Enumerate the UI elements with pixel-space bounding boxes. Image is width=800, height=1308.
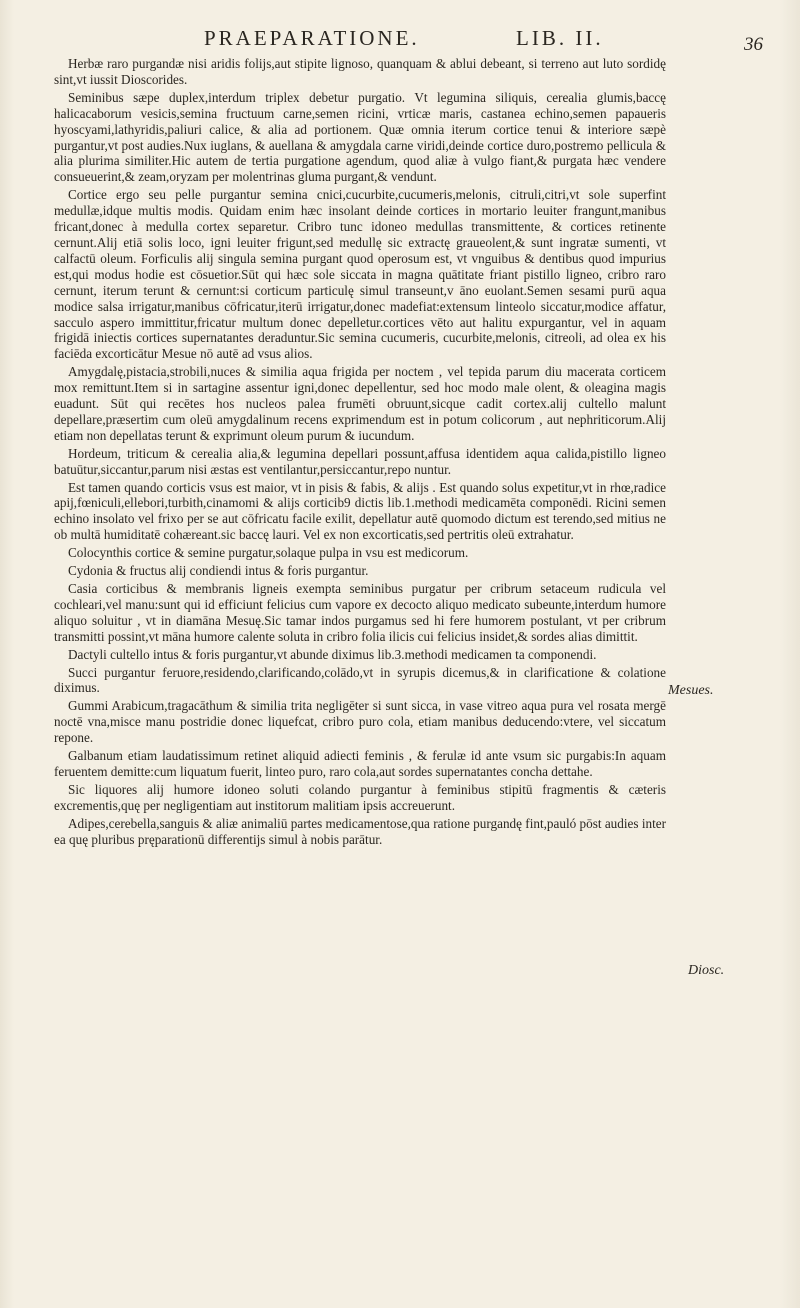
paragraph-fats: Adipes,cerebella,sanguis & aliæ animaliū partes medicamentose,qua ratione purgandę fint,pauló pōst audies inter ea quę pluribus pręparationū differentijs simul à nobis parātur. [54,815,666,847]
paragraph-galbanum: Galbanum etiam laudatissimum retinet aliquid adiecti feminis , & ferulæ id ante vsum sic purgabis:In aquam feruentem demitte:cum liquatum fuerit, linteo puro, raro cola,aut sordes supernatantes concha dettahe. [54,748,666,779]
paragraph-liquors: Sic liquores alij humore idoneo soluti colando purgantur à feminibus stipitū fragmentis & cæteris excrementis,quę per negligentiam aut institorum malitiam ipsis accreuerunt. [54,781,666,813]
page-number: 36 [744,34,763,55]
paragraph-cassia: Casia corticibus & membranis ligneis exempta seminibus purgatur per cribrum setaceum rudicula vel cochleari,vel manu:sunt qui id efficiunt felicius cum vapore ex decocto aliquo medicato subeunte,interdum humore aliquo soluitur , vt in diamāna Mesuę.Sic tamar indos purgamus sed hi fere humorem postulant, vt per cribrum transmitti possint,vt māna humore calente soluta in cribro folia ilicis cui felicius insidet,& sordes alias dimittit. [54,581,666,644]
paragraph-herbs: Herbæ raro purgandæ nisi aridis folijs,aut stipite lignoso, quanquam & ablui debeant, si terreno aut luto sordidę sint,vt iussit Dioscorides. [54,56,666,87]
paragraph-juices: Succi purgantur feruore,residendo,clarificando,colādo,vt in syrupis dicemus,& in clarificatione & colatione diximus. [54,664,666,696]
running-title: PRAEPARATIONE. [204,26,420,50]
paragraph-almonds: Amygdalę,pistacia,strobili,nuces & similia aqua frigida per noctem , vel tepida parum diu macerata corticem mox remittunt.Item si in sartagine assentur igni,donec depellentur, sed hoc modo male olent, & oleagina magis euadunt. Sūt qui recētes hos nucleos palea frumēti obruunt,sicque cadit cortex.alij cultello malunt depellare,præsertim cum oleū amygdalinum recens exprimendum est in potum colicorum , aut nephriticorum.Alij etiam non depellatas terunt & exprimunt oleum purum & iucundum. [54,364,666,443]
running-header [200,26,670,50]
paragraph-quince: Cydonia & fructus alij condiendi intus & foris purgantur. [68,563,369,579]
marginal-note-diosc: Diosc. [688,963,725,978]
paragraph-dates: Dactyli cultello intus & foris purgantur,vt abunde diximus lib.3.methodi medicamen ta componendi. [68,646,597,662]
body-text [54,56,666,850]
paragraph-cortex-use: Est tamen quando corticis vsus est maior, vt in pisis & fabis, & alijs . Est quando solus expetitur,vt in rhœ,radice apij,fœniculi,ellebori,turbith,cinamomi & alijs corticib9 dictis lib.1.methodi medicamēta componēdi. Ricini semen echino insolato vel frixo per se aut cōfricatu facile exilit, depellatur autē quomodo dictum est terendo,sed mitius ne ob multā humiditatē cohæreant.sic baccę lauri. Vel ex non excorticatis,sed pertritis oleū extrahatur. [54,479,666,543]
book-number: LIB. II. [516,26,604,50]
paragraph-gums: Gummi Arabicum,tragacāthum & similia trita negligēter si sunt sicca, in vase vitreo aqua pura vel rosata mergē noctē vna,misce manu postridie donec liquefcat, cribro puro cola, etiam manibus deducendo:vtere, vel siccatum repone. [54,698,666,746]
paragraph-cortex: Cortice ergo seu pelle purgantur semina cnici,cucurbite,cucumeris,melonis, citruli,citri,vt sole superfint medullæ,idque multis modis. Quidam enim hæc insolant deinde cortices in mortario leuiter frangunt,manibus fricant,donec à medulla cortex separetur. Cribro tunc idoneo medullas transmittente, & cortices retinente cernunt.Alij etiā solis loco, igni leuiter frigunt,sed medullę sic extractę graueolent,& sunt ingratæ sumenti, vt calfactū oleum. Forficulis alij singula semina purgant quod operosum est, vt vnguibus & dentibus quod impurius est,qui modus hodie est cōsuetior.Sūt qui hæc sole siccata in magna quātitate friant pistillo ligneo, cribro raro cernunt, iterum terunt & cernunt:si corticum particulę simul transeunt,v āno euolant.Semen sesami purū aqua modice salsa irrigatur,manibus cōfricatur,iterū irrigatur,donec madefiat:extensum linteolo siccatur,modice affatur, sacculo aspero immittitur,fricatur multum donec depelletur.cortices vēto aut halitu expurgantur, vel in aquam frigidā iniectis cortices supernatantes deraduntur.Sic semina cucumeris, cucurbite,melonis, citreoli, ad olea ex his faciēda excorticātur Mesue nō autē ad vsus alios. [54,187,666,362]
paragraph-colocynth: Colocynthis cortice & semine purgatur,solaque pulpa in vsu est medicorum. [68,545,469,561]
marginal-note-mesues: Mesues. [668,683,714,698]
paragraph-seeds: Seminibus sæpe duplex,interdum triplex debetur purgatio. Vt legumina siliquis, cerealia glumis,baccę halicacaborum vesicis,semina fructuum carne,semen ricini, vrticæ maris, castanea echino,semen papaueris hyoscyami,lathyridis,paliuri calice, & alia ad portionem. Quæ omnia iterum cortice tenui & interiore sæpè purgantur,vt post audies.Nux iuglans, & auellana & amygdala carne viridi,deinde cortice duro,postremo pellicula & alia plurima similiter.Hic autem de tertia purgatione agendum, quod aliæ à vulgo fiant,& purgata hæc vendere consueuerint,& zeam,oryzam per molentrinas gluma purgant,& vendunt. [54,89,666,185]
paragraph-barley: Hordeum, triticum & cerealia alia,& legumina depellari possunt,affusa identidem aqua calida,pistillo ligneo batuūtur,siccantur,parum nisi æstas est ventilantur,persiccantur,repo nuntur. [54,445,666,477]
